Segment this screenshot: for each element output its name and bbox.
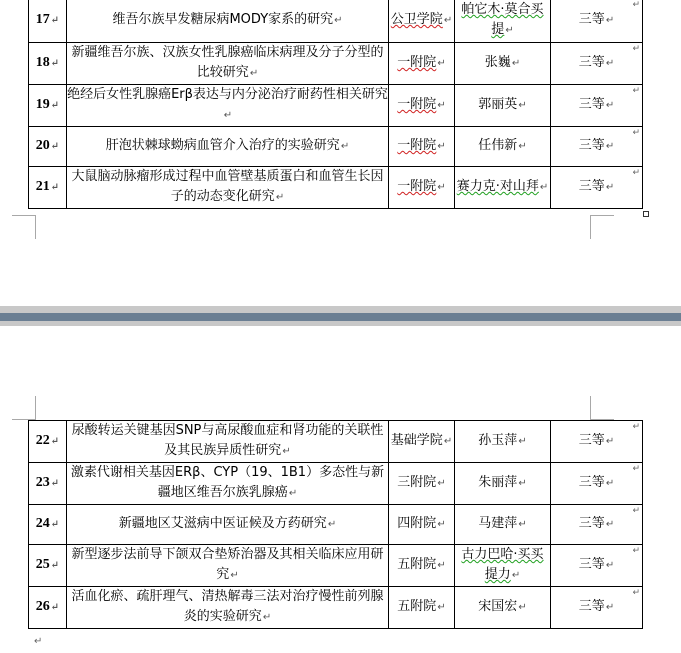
unit-cell: 四附院↵ — [389, 505, 455, 545]
grade-cell: 三等↵ ↵ — [551, 167, 643, 209]
project-title: 肝泡状棘球蚴病血管介入治疗的实验研究↵ — [67, 127, 389, 167]
row-number: 21↵ — [29, 167, 67, 209]
grade-cell: 三等↵ ↵ — [551, 421, 643, 463]
person-cell: 张巍↵ — [455, 43, 551, 85]
project-title: 大鼠脑动脉瘤形成过程中血管壁基质蛋白和血管生长因子的动态变化研究↵ — [67, 167, 389, 209]
table-row — [29, 421, 643, 463]
unit-cell: 五附院↵ — [389, 545, 455, 587]
row-number: 25↵ — [29, 545, 67, 587]
row-number: 22↵ — [29, 421, 67, 463]
table-row — [29, 167, 643, 209]
row-number: 19↵ — [29, 85, 67, 127]
unit-cell: 一附院↵ — [389, 43, 455, 85]
row-number: 23↵ — [29, 463, 67, 505]
unit-cell: 公卫学院↵ — [389, 0, 455, 43]
unit-cell: 三附院↵ — [389, 463, 455, 505]
person-cell: 古力巴哈·买买提力↵ — [455, 545, 551, 587]
person-cell: 朱丽萍↵ — [455, 463, 551, 505]
table-row — [29, 0, 643, 43]
person-cell: 宋国宏↵ — [455, 587, 551, 629]
row-number: 24↵ — [29, 505, 67, 545]
grade-cell: 三等↵ ↵ — [551, 85, 643, 127]
grade-cell: 三等↵ ↵ — [551, 463, 643, 505]
page-separator — [0, 313, 681, 321]
project-title: 绝经后女性乳腺癌Erβ表达与内分泌治疗耐药性相关研究↵ — [67, 85, 389, 127]
grade-cell: 三等↵ ↵ — [551, 587, 643, 629]
table-resize-handle[interactable] — [643, 211, 649, 217]
project-title: 尿酸转运关键基因SNP与高尿酸血症和肾功能的关联性及其民族异质性研究↵ — [67, 421, 389, 463]
grade-cell: 三等↵ ↵ — [551, 127, 643, 167]
awards-table-page1 — [28, 0, 643, 209]
page-corner-mark — [12, 396, 36, 420]
person-cell: 帕它木·莫合买提↵ — [455, 0, 551, 43]
unit-cell: 五附院↵ — [389, 587, 455, 629]
person-cell: 马建萍↵ — [455, 505, 551, 545]
page-corner-mark — [590, 396, 614, 420]
person-cell: 郭丽英↵ — [455, 85, 551, 127]
table-row — [29, 505, 643, 545]
unit-cell: 基础学院↵ — [389, 421, 455, 463]
table-row — [29, 463, 643, 505]
row-number: 20↵ — [29, 127, 67, 167]
row-number: 18↵ — [29, 43, 67, 85]
row-number: 17↵ — [29, 0, 67, 43]
grade-cell: 三等↵ ↵ — [551, 505, 643, 545]
project-title: 维吾尔族早发糖尿病MODY家系的研究↵ — [67, 0, 389, 43]
table-row — [29, 43, 643, 85]
page-corner-mark — [12, 215, 36, 239]
unit-cell: 一附院↵ — [389, 167, 455, 209]
table-row — [29, 545, 643, 587]
project-title: 新型逐步法前导下颌双合垫矫治器及其相关临床应用研究↵ — [67, 545, 389, 587]
grade-cell: 三等↵ ↵ — [551, 43, 643, 85]
project-title: 新疆维吾尔族、汉族女性乳腺癌临床病理及分子分型的比较研究↵ — [67, 43, 389, 85]
grade-cell: 三等↵ ↵ — [551, 0, 643, 43]
project-title: 新疆地区艾滋病中医证候及方药研究↵ — [67, 505, 389, 545]
table-row — [29, 127, 643, 167]
row-number: 26↵ — [29, 587, 67, 629]
person-cell: 任伟新↵ — [455, 127, 551, 167]
unit-cell: 一附院↵ — [389, 127, 455, 167]
grade-cell: 三等↵ ↵ — [551, 545, 643, 587]
person-cell: 赛力克·对山拜↵ — [455, 167, 551, 209]
page-corner-mark — [590, 215, 614, 239]
project-title: 活血化瘀、疏肝理气、清热解毒三法对治疗慢性前列腺炎的实验研究↵ — [67, 587, 389, 629]
unit-cell: 一附院↵ — [389, 85, 455, 127]
awards-table-page2 — [28, 420, 643, 629]
table-row — [29, 587, 643, 629]
table-row — [29, 85, 643, 127]
paragraph-mark: ↵ — [34, 636, 43, 647]
person-cell: 孙玉萍↵ — [455, 421, 551, 463]
project-title: 激素代谢相关基因ERβ、CYP（19、1B1）多态性与新疆地区维吾尔族乳腺癌↵ — [67, 463, 389, 505]
